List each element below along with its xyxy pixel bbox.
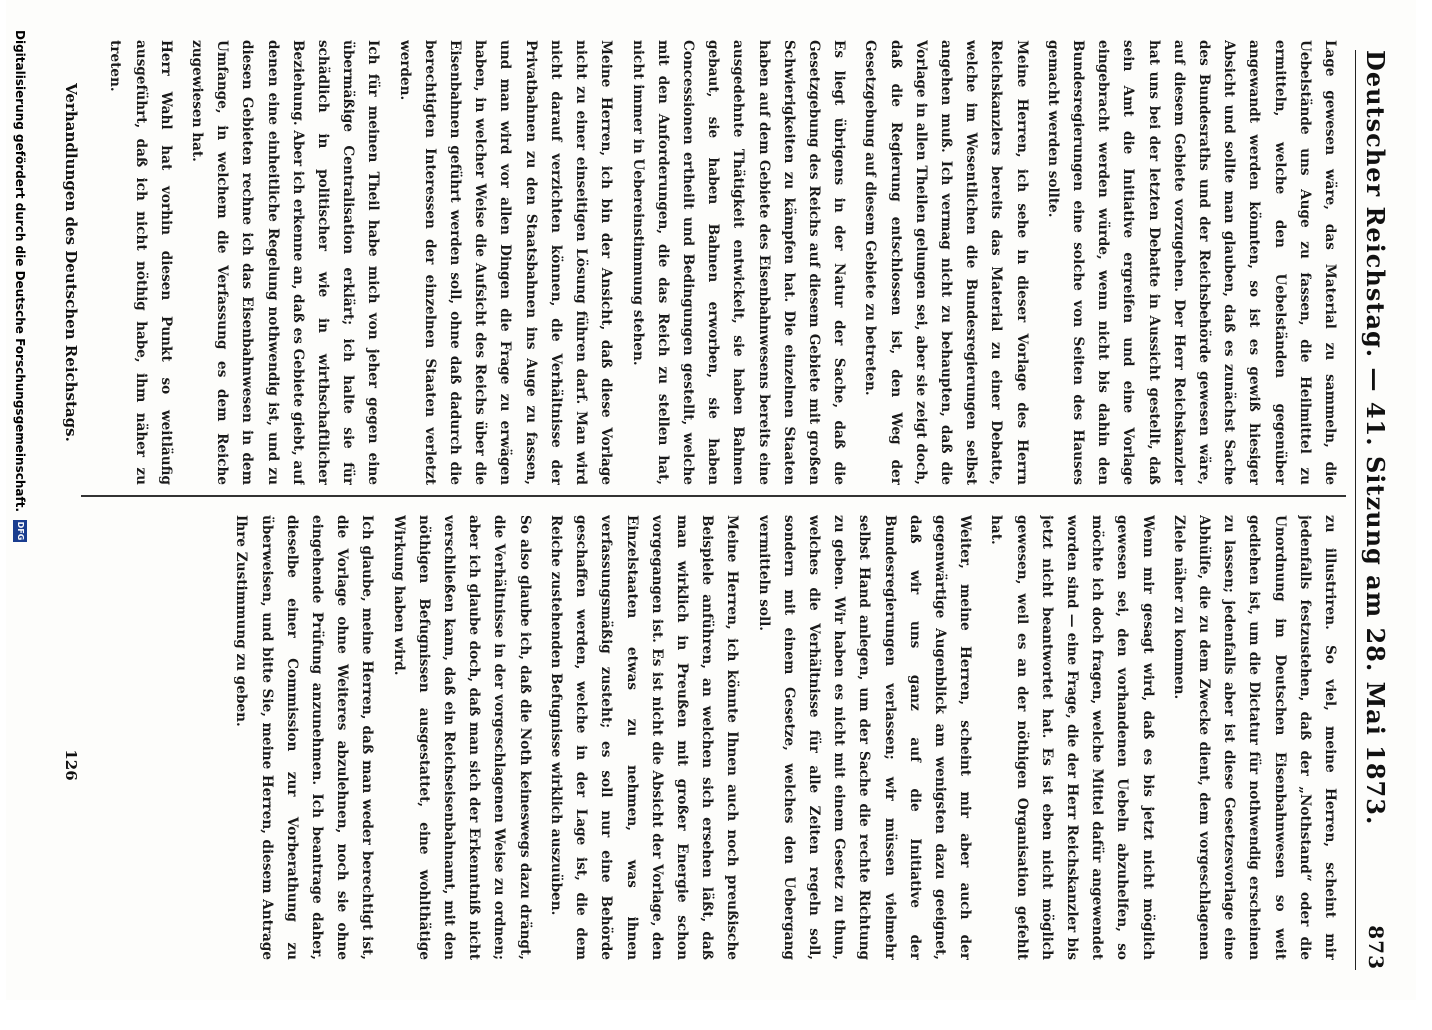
paragraph: Ich glaube, meine Herren, daß man weder berechtigt ist, die Vorlage ohne Weiteres abzulehnen, noch sie ohne eingehende Prüfung anzunehmen. Ich beantrage daher, dieselbe einer Commission zur Vorberathung zu überweisen, und bitte Sie, meine Herren, diesem Antrage Ihre Zustimmung zu geben. (233, 515, 376, 960)
digitization-credit (9, 0, 31, 1030)
paragraph: zu illustriren. So viel, meine Herren, scheint mir jedenfalls festzustehen, daß der „Nothstand“ oder die Unordnung im Deutschen Eisenbahnwesen so weit gediehen ist, um die Dictatur für nothwendig erscheinen zu lassen; jedenfalls aber ist diese Gesetzesvorlage eine Abhülfe, die zu dem Zwecke dient, dem vorgeschlagenen Ziele näher zu kommen. (1170, 515, 1338, 960)
page-header (1355, 50, 1396, 970)
footer-note: Verhandlungen des Deutschen Reichstags. (62, 83, 80, 442)
page-signature: 126 (62, 749, 80, 781)
paragraph: Meine Herren, ich könnte Ihnen auch noch preußische Beispiele anführen, an welchen sich ersehen läßt, daß man wirklich in Preußen mit großer Energie schon vorgegangen ist. Es ist nicht die Absicht der Vorlage, den Einzelstaaten etwas zu nehmen, was ihnen verfassungsmäßig zusteht; es soll nur eine Behörde geschaffen werden, welche in der Lage ist, die dem Reiche zustehenden Befugnisse wirklich auszuüben. (547, 515, 741, 960)
paragraph: Meine Herren, ich bin der Ansicht, daß diese Vorlage nicht zu einer einseitigen Lösung führen darf. Man wird nicht darauf verzichten können, die Verhältnisse der Privatbahnen zu den Staatsbahnen ins Auge zu fassen, und man wird vor allen Dingen die Frage zu erwägen haben, in welcher Weise die Aufsicht des Reichs über die Eisenbahnen geführt werden soll, ohne daß dadurch die berechtigten Interessen der einzelnen Staaten verletzt werden. (396, 40, 615, 485)
digitization-text: Digitalisierung gefördert durch die Deutsche Forschungsgemeinschaft. (13, 30, 27, 513)
page-number: 873 (1364, 925, 1388, 970)
paragraph: Es liegt übrigens in der Natur der Sache, daß die Gesetzgebung des Reichs auf diesem Gebiete mit großen Schwierigkeiten zu kämpfen hat. Die einzelnen Staaten haben auf dem Gebiete des Eisenbahnwesens bereits eine ausgedehnte Thätigkeit entwickelt, sie haben Bahnen gebaut, sie haben Bahnen erworben, sie haben Concessionen ertheilt und Bedingungen gestellt, welche mit den Anforderungen, die das Reich zu stellen hat, nicht immer in Uebereinstimmung stehen. (629, 40, 848, 485)
printed-page (6, 0, 1416, 1000)
left-column (87, 40, 1342, 485)
paragraph: Herr Wahl hat vorhin diesen Punkt so weitläufig ausgeführt, daß ich nicht nöthig habe, ihm näher zu treten. (107, 40, 174, 485)
paragraph: Ich für meinen Theil habe mich von jeher gegen eine übermäßige Centralisation erklärt; ich halte sie für schädlich in politischer wie in wirthschaftlicher Beziehung. Aber ich erkenne an, daß es Gebiete giebt, auf denen eine einheitliche Regelung nothwendig ist, und zu diesen Gebieten rechne ich das Eisenbahnwesen in dem Umfange, in welchem die Verfassung es dem Reiche zugewiesen hat. (189, 40, 382, 485)
paragraph: Lage gewesen wäre, das Material zu sammeln, die Uebelstände uns Auge zu fassen, die Heilmittel zu ermitteln, welche den Uebelständen gegenüber angewandt werden könnten, so ist es gewiß hiesiger Absicht und sollte man glauben, daß es zunächst Sache des Bundesraths und der Reichsbehörde gewesen wäre, auf diesem Gebiete vorzugehen. Der Herr Reichskanzler hat uns bei der letzten Debatte in Aussicht gestellt, daß sein Amt die Initiative ergreifen und eine Vorlage eingebracht werden würde, wenn nicht bis dahin den Bundesregierungen eine solche von Seiten des Hauses gemacht werden sollte. (1044, 40, 1338, 485)
paragraph: So also glaube ich, daß die Noth keineswegs dazu drängt, die Verhältnisse in der vorgeschlagenen Weise zu ordnen; aber ich glaube doch, daß man sich der Erkenntniß nicht verschließen kann, daß ein Reichseisenbahnamt, mit den nöthigen Befugnissen ausgestattet, eine wohlthätige Wirkung haben wird. (390, 515, 533, 960)
right-column (87, 515, 1342, 960)
column-divider (81, 495, 1346, 497)
dfg-logo: DFG (13, 520, 27, 542)
page-title: Deutscher Reichstag. — 41. Sitzung am 28. Mai 1873. (1361, 50, 1391, 826)
paragraph: Wenn mir gesagt wird, daß es bis jetzt nicht möglich gewesen sei, den vorhandenen Uebeln abzuhelfen, so möchte ich doch fragen, welche Mittel dafür angewendet worden sind — eine Frage, die der Herr Reichskanzler bis jetzt nicht beantwortet hat. Es ist eben nicht möglich gewesen, weil es an der nöthigen Organisation gefehlt hat. (988, 515, 1156, 960)
paragraph: Meine Herren, ich sehe in dieser Vorlage des Herrn Reichskanzlers bereits das Material zu einer Debatte, welche im Wesentlichen die Bundesregierungen selbst angehen muß. Ich vermag nicht zu behaupten, daß die Vorlage in allen Theilen gelungen sei, aber sie zeigt doch, daß die Regierung entschlossen ist, den Weg der Gesetzgebung auf diesem Gebiete zu betreten. (862, 40, 1030, 485)
paragraph: Weiter, meine Herren, scheint mir aber auch der gegenwärtige Augenblick am wenigsten dazu geeignet, daß wir uns ganz auf die Initiative der Bundesregierungen verlassen; wir müssen vielmehr selbst Hand anlegen, um der Sache die rechte Richtung zu geben. Wir haben es nicht mit einem Gesetz zu thun, welches die Verhältnisse für alle Zeiten regeln soll, sondern mit einem Gesetze, welches den Uebergang vermitteln soll. (755, 515, 974, 960)
